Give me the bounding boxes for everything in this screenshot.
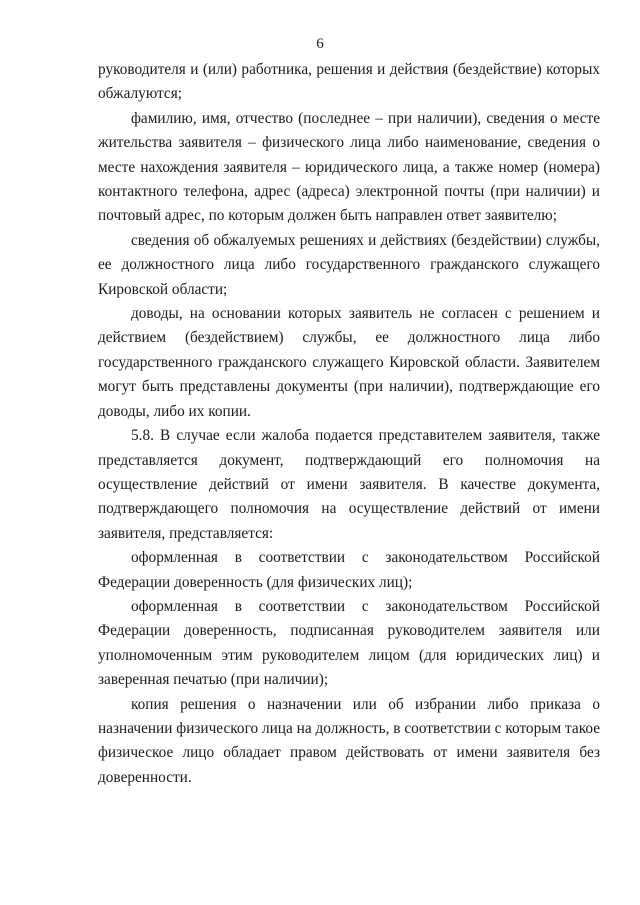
paragraph-continuation: руководителя и (или) работника, решения и действия (бездействие) которых обжалуются;	[98, 61, 600, 103]
paragraph-power-of-attorney-individuals: оформленная в соответствии с законодательством Российской Федерации доверенность (для физических лиц);	[98, 549, 600, 591]
paragraph-appointment-decision: копия решения о назначении или об избрании либо приказа о назначении физического лица на должность, в соответствии с которым такое физическое лицо обладает правом действовать от имени заявителя без доверенности.	[98, 695, 600, 786]
paragraph-appealed-decisions: сведения об обжалуемых решениях и действиях (бездействии) службы, ее должностного лица либо государственного гражданского служащего Кировской области;	[98, 231, 600, 298]
paragraph-applicant-details: фамилию, имя, отчество (последнее – при наличии), сведения о месте жительства заявителя – физического лица либо наименование, сведения о месте нахождения заявителя – юридического лица, а также номер (номера) контактного телефона, адрес (адреса) электронной почты (при наличии) и почтовый адрес, по которым должен быть направлен ответ заявителю;	[98, 109, 600, 225]
paragraph-arguments: доводы, на основании которых заявитель не согласен с решением и действием (бездействием) службы, ее должностного лица либо государственного гражданского служащего Кировской области. Заявителем могут быть представлены документы (при наличии), подтверждающие его доводы, либо их копии.	[98, 305, 600, 420]
page-number: 6	[316, 36, 324, 52]
document-body	[98, 58, 600, 790]
paragraph-section-5-8: 5.8. В случае если жалоба подается представителем заявителя, также представляется документ, подтверждающий его полномочия на осуществление действий от имени заявителя. В качестве документа, подтверждающего полномочия на осуществление действий от имени заявителя, представляется:	[98, 427, 600, 542]
paragraph-power-of-attorney-legal-entities: оформленная в соответствии с законодательством Российской Федерации доверенность, подписанная руководителем заявителя или уполномоченным этим руководителем лицом (для юридических лиц) и заверенная печатью (при наличии);	[98, 597, 600, 689]
